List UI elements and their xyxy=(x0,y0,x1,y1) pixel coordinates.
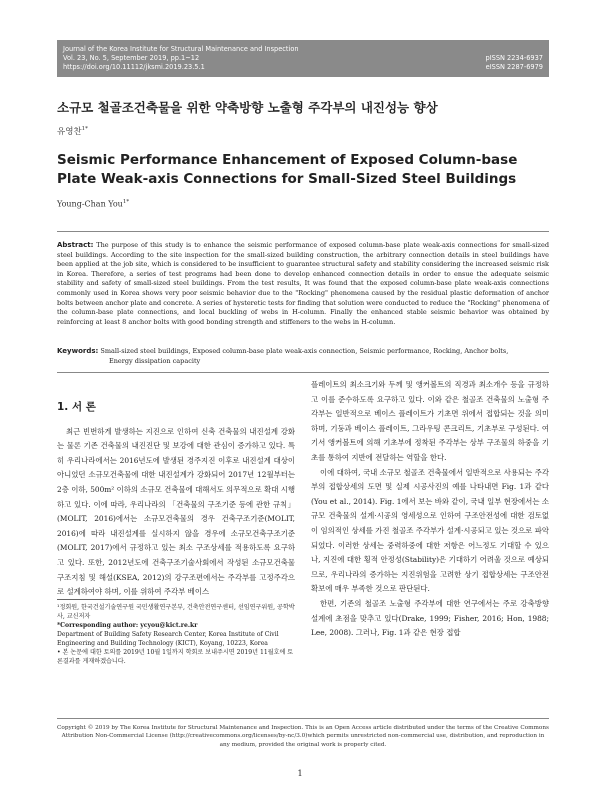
page-number: 1 xyxy=(297,769,303,778)
footnote-affiliation-ko: ¹정회원, 한국건설기술연구원 국민생활연구본부, 건축안전연구센터, 선임연구위원, 공학박사, 교신저자 xyxy=(57,604,295,620)
footnote-discussion-note: • 본 논문에 대한 토의를 2019년 10월 1일까지 학회로 보내주시면 2019년 11월호에 토론결과를 게재하겠습니다. xyxy=(57,649,294,665)
footnotes xyxy=(57,603,297,666)
abstract xyxy=(57,241,549,327)
copyright-notice: Copyright © 2019 by The Korea Institute for Structural Maintenance and Inspection. This is an Open Access article distributed under the terms of the Creative Commons Attribution Non-Commercial License (http://creativecommons.org/licenses/by-nc/3.0)which permits unrestricted non-commercial use, distribution, and reproduction in any medium, provided the original work is properly cited. xyxy=(57,725,549,748)
keywords-line1: Small-sized steel buildings, Exposed column-base plate weak-axis connection, Seismic performance, Rocking, Anchor bolts, xyxy=(100,347,509,355)
journal-name: Journal of the Korea Institute for Structural Maintenance and Inspection xyxy=(63,45,299,53)
copyright-rule xyxy=(57,718,549,719)
korean-author-name: 유영찬 xyxy=(57,127,82,137)
keywords-bottom-rule xyxy=(57,372,549,373)
body-column-right xyxy=(311,378,549,641)
paragraph-4: 한편, 기존의 철골조 노출형 주각부에 대한 연구에서는 주로 강축방향 설계에 초점을 맞추고 있다(Drake, 1999; Fisher, 2016; Hon, 1988; Lee, 2008). 그러나, Fig. 1과 같은 현장 접합 xyxy=(311,598,549,638)
english-author xyxy=(57,199,129,209)
paragraph-2: 플레이트의 최소크기와 두께 및 앵커볼트의 직경과 최소개수 등을 규정하고 이를 준수하도록 요구하고 있다. 이와 같은 철골조 건축물의 노출형 주각부는 일반적으로 베이스 플레이트가 기초면 위에서 접합되는 것을 의미하며, 기둥과 베이스 플레이트, 그라우팅 콘크리트, 기초부로 구성된다. 여기서 앵커볼트에 의해 기초부에 정착된 주각부는 상부 구조물의 하중을 기초를 통하여 지반에 전달하는 역할을 한다. xyxy=(311,380,549,462)
abstract-top-rule xyxy=(57,231,549,232)
abstract-label: Abstract: xyxy=(57,241,94,249)
footnote-corresponding: *Corresponding author: ycyou@kict.re.kr xyxy=(57,622,198,629)
paragraph-3: 이에 대하여, 국내 소규모 철골조 건축물에서 일반적으로 사용되는 주각부의 접합상세의 도면 및 실제 시공사진의 예를 나타내면 Fig. 1과 같다(You et al., 2014). Fig. 1에서 보는 바와 같이, 국내 일부 현장에서는 소규모 건축물의 설계·시공의 영세성으로 인하여 구조안전성에 대한 검토없이 임의적인 상세를 가진 철골조 주각부가 설계·시공되고 있는 것으로 파악되었다. 이러한 상세는 중력하중에 대한 저항은 어느정도 기대할 수 있으나, 지진에 대한 횡적 안정성(Stability)은 기대하기 어려울 것으로 예상되므로, 우리나라의 증가하는 지진위험을 고려한 상기 접합상세는 구조안전 확보에 매우 부족한 것으로 판단된다. xyxy=(311,467,549,594)
keywords xyxy=(57,347,549,366)
footnote-affiliation-en: Department of Building Safety Research Center, Korea Institute of Civil Engineering and Building Technology (KICT), Koyang, 10223, Korea xyxy=(57,631,279,647)
journal-header-band xyxy=(57,40,549,77)
korean-title: 소규모 철골조건축물을 위한 약축방향 노출형 주각부의 내진성능 향상 xyxy=(57,100,438,115)
doi-link[interactable]: https://doi.org/10.11112/jksmi.2019.23.5.1 xyxy=(63,63,205,71)
paragraph-1: 최근 빈번하게 발생하는 지진으로 인하여 신축 건축물의 내진설계 강화는 물론 기존 건축물의 내진진단 및 보강에 대한 관심이 증가하고 있다. 특히 우리나라에서는 2016년도에 발생된 경주지진 이후로 내진설계 대상이 아니었던 소규모건축물에 대한 내진설계가 강화되어 2017년 12월부터는 2층 이하, 500m² 이하의 소규모 건축물에 대해서도 의무적으로 확대 시행하고 있다. 이에 따라, 우리나라의 「건축물의 구조기준 등에 관한 규칙」(MOLIT, 2016)에서는 소규모건축물의 경우 건축구조기준(MOLIT, 2016)에 따라 내진설계를 실시하지 않을 경우에 소규모건축구조기준(MOLIT, 2017)에서 규정하고 있는 최소 구조상세를 적용하도록 요구하고 있다. 또한, 2012년도에 건축구조기술사회에서 작성된 소규모건축물 구조지침 및 해설(KSEA, 2012)의 강구조편에서는 주각부를 고정주각으로 설계하여야 하며, 이를 위하여 주각부 베이스 xyxy=(57,426,295,597)
body-column-left xyxy=(57,390,295,600)
section-heading: 1. 서 론 xyxy=(57,401,96,413)
journal-volume: Vol. 23, No. 5, September 2019, pp.1~12 xyxy=(63,54,200,62)
eissn: eISSN 2287-6979 xyxy=(485,63,543,71)
keywords-label: Keywords: xyxy=(57,347,99,355)
korean-author-mark: 1* xyxy=(81,126,88,133)
english-author-mark: 1* xyxy=(122,199,130,205)
keywords-line2: Energy dissipation capacity xyxy=(109,356,201,365)
korean-author xyxy=(57,125,88,137)
english-author-name: Young-Chan You xyxy=(57,199,123,209)
footnote-rule xyxy=(57,599,167,600)
english-title: Seismic Performance Enhancement of Exposed Column-base Plate Weak-axis Connections for Small-Sized Steel Buildings xyxy=(57,152,518,187)
abstract-text: The purpose of this study is to enhance the seismic performance of exposed column-base plate weak-axis connections for small-sized steel buildings. According to the site inspection for the small-sized building construction, the arbitrary connection details in steel buildings have been applied at the job site, which is considered to be insufficient to guarantee structural safety and stability considering the increased seismic risk in Korea. Therefore, a series of test programs had been done to develop enhanced connection details in order to ensue the adequate seismic stability and safety of small-sized steel buildings. From the test results, It was found that the exposed column-base plate weak-axis connections commonly used in Korea shows very poor seismic behavior due to the "Rocking" phenomena caused by the residual plastic deformation of anchor bolts between anchor plate and concrete. A series of hysteretic tests for finding that solution were conducted to reduce the "Rocking" phenomena of the column-base plate connections, and local buckling of webs in H-column. Finally the enhanced stable seismic behavior was obtained by reinforcing at least 8 anchor bolts with good bonding strength and stiffeners to the webs in H-column. xyxy=(57,241,549,326)
pissn: pISSN 2234-6937 xyxy=(485,54,543,62)
